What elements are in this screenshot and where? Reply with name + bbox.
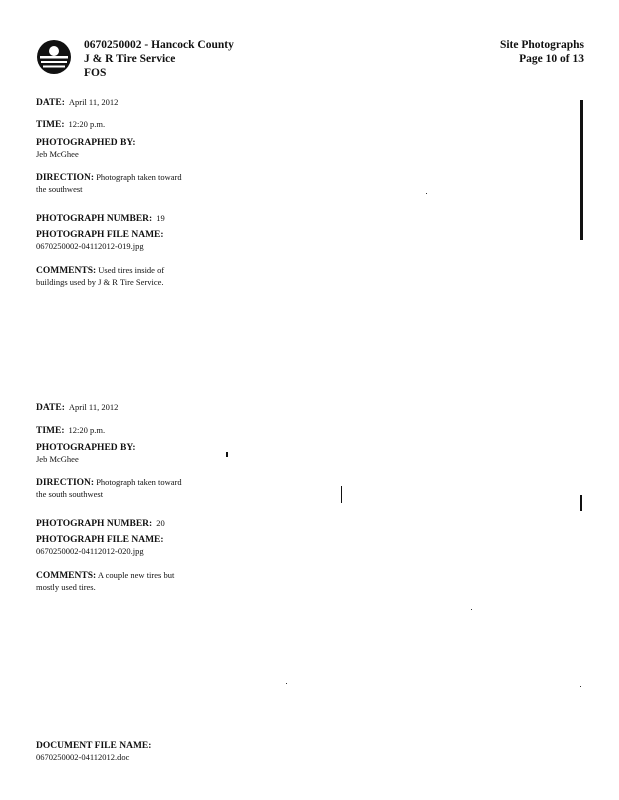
scan-mark <box>226 452 228 457</box>
doc-value: 0670250002-04112012.doc <box>36 752 130 762</box>
time-label: TIME: <box>36 426 65 436</box>
comments-value: Used tires inside of buildings used by J & R Tire Service. <box>36 265 165 287</box>
section-title: Site Photographs <box>499 39 584 51</box>
photo-2-by <box>36 443 136 465</box>
by-value: Jeb McGhee <box>36 149 79 159</box>
comments-value: A couple new tires but mostly used tires. <box>36 570 175 592</box>
file-label: PHOTOGRAPH FILE NAME: <box>36 535 164 545</box>
date-label: DATE: <box>36 98 65 108</box>
number-value: 19 <box>156 213 165 223</box>
by-value: Jeb McGhee <box>36 454 79 464</box>
photo-2-file <box>36 535 164 557</box>
scan-mark <box>580 495 582 511</box>
photo-1-file <box>36 230 164 252</box>
doc-label: DOCUMENT FILE NAME: <box>36 741 152 751</box>
date-label: DATE: <box>36 403 65 413</box>
photo-1-direction <box>36 172 186 195</box>
scan-dot <box>286 683 287 684</box>
site-title: 0670250002 - Hancock County <box>84 39 234 51</box>
comments-label: COMMENTS: <box>36 571 97 581</box>
direction-value: Photograph taken toward the south southwest <box>36 477 182 499</box>
photo-1-time <box>36 114 105 132</box>
date-value: April 11, 2012 <box>68 402 119 412</box>
document-file <box>36 741 151 763</box>
scan-dot <box>471 609 472 610</box>
scan-line <box>580 100 583 240</box>
direction-label: DIRECTION: <box>36 173 95 183</box>
site-company: J & R Tire Service <box>84 53 176 65</box>
scan-dot <box>580 686 581 687</box>
direction-label: DIRECTION: <box>36 478 95 488</box>
photo-1-date <box>36 92 118 110</box>
photo-2-direction <box>36 477 186 500</box>
file-label: PHOTOGRAPH FILE NAME: <box>36 230 164 240</box>
by-label: PHOTOGRAPHED BY: <box>36 138 136 148</box>
date-value: April 11, 2012 <box>68 97 119 107</box>
time-label: TIME: <box>36 120 65 130</box>
photo-1-by <box>36 138 136 160</box>
file-value: 0670250002-04112012-019.jpg <box>36 241 144 251</box>
file-value: 0670250002-04112012-020.jpg <box>36 546 144 556</box>
number-value: 20 <box>156 518 165 528</box>
photo-2-date <box>36 397 118 415</box>
time-value: 12:20 p.m. <box>68 119 106 129</box>
number-label: PHOTOGRAPH NUMBER: <box>36 519 153 529</box>
photo-1-comments <box>36 265 186 288</box>
photo-2-number <box>36 513 165 531</box>
time-value: 12:20 p.m. <box>68 425 106 435</box>
scan-dot <box>426 193 427 194</box>
photo-2-comments <box>36 570 186 593</box>
number-label: PHOTOGRAPH NUMBER: <box>36 214 153 224</box>
direction-value: Photograph taken toward the southwest <box>36 172 182 194</box>
photo-2-time <box>36 420 105 438</box>
page-number: Page 10 of 13 <box>519 53 584 65</box>
site-sub: FOS <box>84 67 107 79</box>
photo-1-number <box>36 208 165 226</box>
comments-label: COMMENTS: <box>36 266 97 276</box>
scan-mark <box>341 486 342 503</box>
agency-logo <box>35 38 73 76</box>
by-label: PHOTOGRAPHED BY: <box>36 443 136 453</box>
